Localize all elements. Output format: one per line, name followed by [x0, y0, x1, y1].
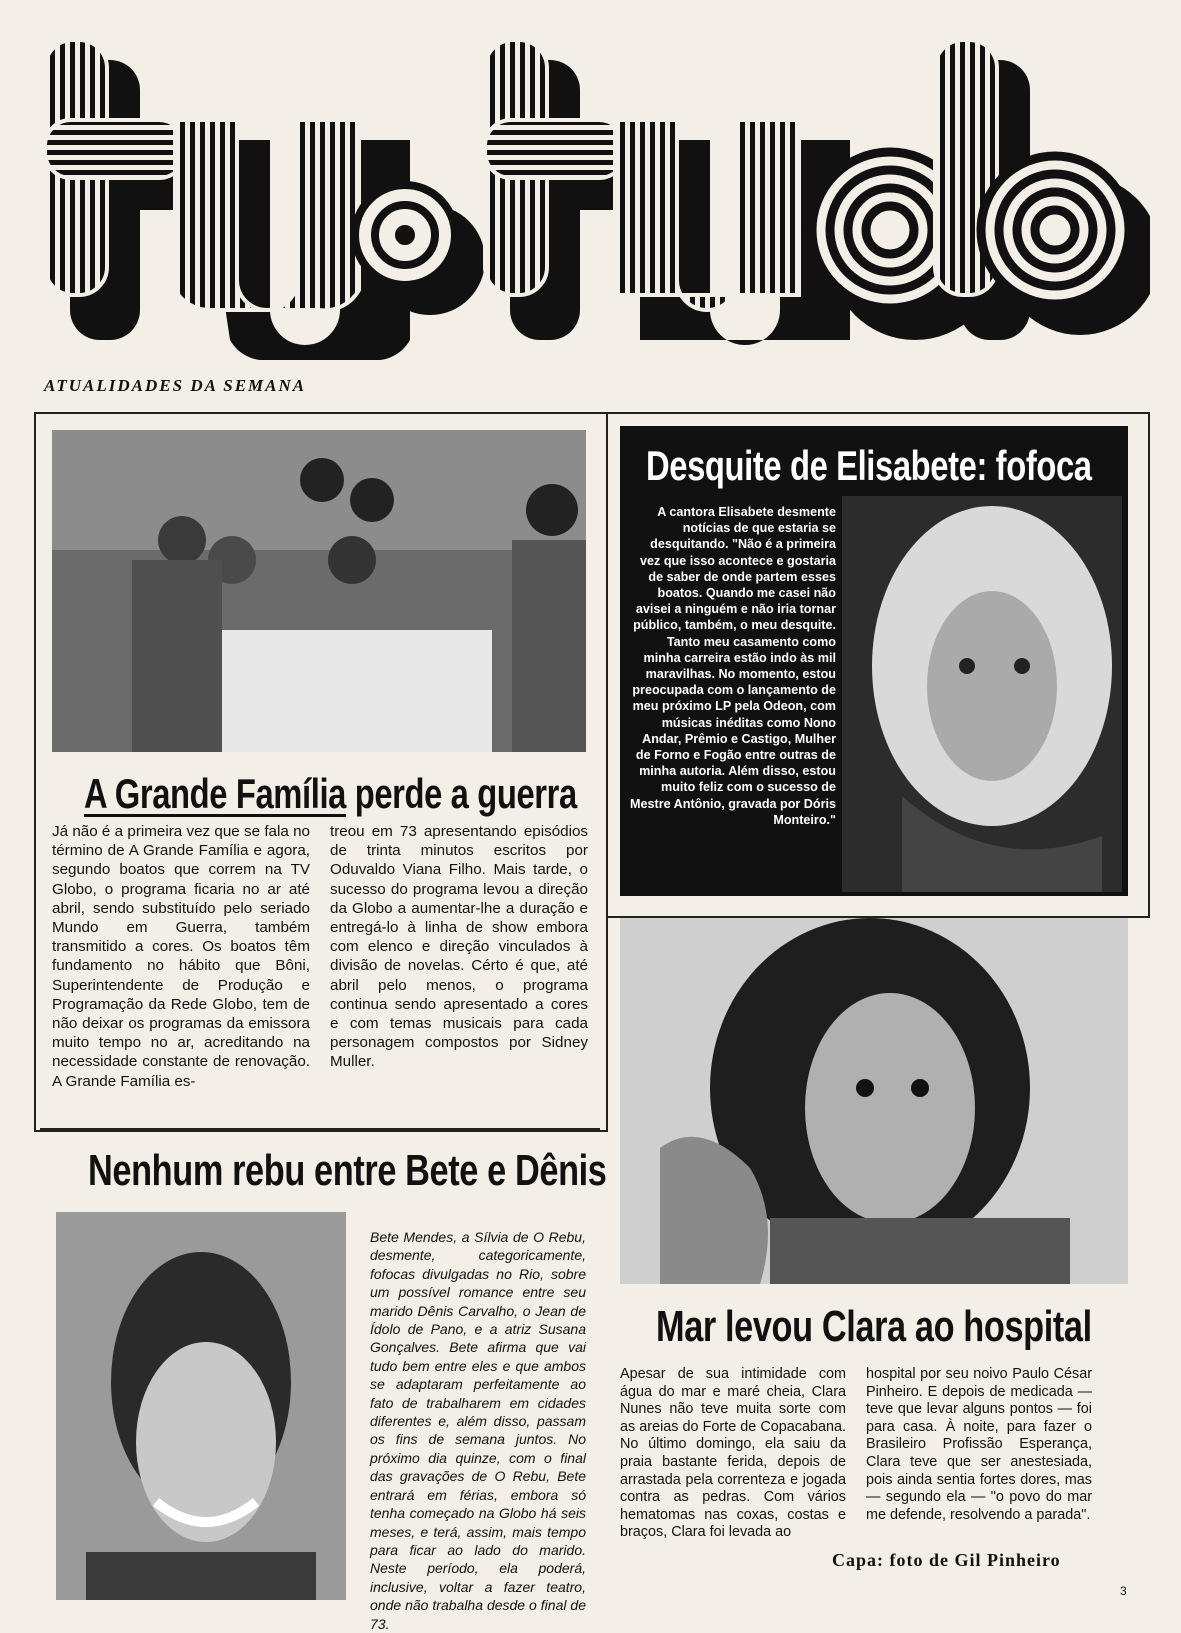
- cover-credit: Capa: foto de Gil Pinheiro: [832, 1550, 1061, 1570]
- bete-text: Bete Mendes, a Sílvia de O Rebu, desmente, categoricamente, fofocas divulgadas no Rio, sobre um possível romance entre seu marido Dênis Carvalho, o Jean de Ídolo de Pano, e a atriz Susana Gonçalves. Bete afirma que vai tudo bem entre eles e que ambos se adaptaram perfeitamente ao fato de trabalharem em cidades diferentes e, além disso, passam os fins de semana juntos. No próximo dia quinze, com o final das gravações de O Rebu, Bete entrará em férias, embora só tenha começado na Globo há seis meses, e terá, assim, mais tempo para ficar ao lado do marido. Neste período, ela poderá, inclusive, voltar a fazer teatro, onde não trabalha desde o final de 73.: [370, 1229, 586, 1632]
- clara-column-1: Apesar de sua intimidade com água do mar e maré cheia, Clara Nunes não teve muita sorte com as areias do Forte de Copacabana. No último domingo, ela saiu da praia bastante ferida, depois de arrastada pela correnteza e jogada contra as pedras. Com vários hematomas nas coxas, costas e braços, Clara foi levada ao: [620, 1366, 846, 1541]
- elisabete-headline: Desquite de Elisabete: fofoca: [646, 442, 1092, 489]
- elisabete-photo: [842, 496, 1122, 892]
- clara-column-2: hospital por seu noivo Paulo César Pinheiro. E depois de medicada — teve que levar alguns pontos — foi para casa. À noite, para fazer o Brasileiro Profissão Esperança, Clara teve que ser anestesiada, pois ainda sentia fortes dores, mas — segundo ela — "o povo do mar me defende, resolvendo a parada".: [866, 1366, 1092, 1523]
- divider-rule: [40, 1128, 600, 1131]
- familia-headline-rest: perde a guerra: [354, 770, 577, 817]
- section-subtitle: ATUALIDADES DA SEMANA: [44, 376, 307, 395]
- familia-column-2: treou em 73 apresentando episódios de trinta minutos escritos por Oduvaldo Viana Filho. Mais tarde, o sucesso do programa levou a direção da Globo a aumentar-lhe a duração e entregá-lo à linha de show embora com elenco e direção vinculados à divisão de novelas. Cérto é que, até abril pelo menos, o programa continua sendo apresentado a cores e com temas musicais para cada personagem compostos por Sidney Muller.: [330, 823, 588, 1071]
- page-number: 3: [1120, 1584, 1127, 1598]
- tv-tudo-logo: [30, 30, 1150, 360]
- clara-headline: Mar levou Clara ao hospital: [656, 1302, 1092, 1351]
- masthead-logo: [30, 30, 1150, 360]
- elisabete-text: A cantora Elisabete desmente notícias de que estaria se desquitando. "Não é a primeira vez que isso acontece e gostaria de saber de onde partem esses boatos. Quando me casei não avisei a ninguém e não iria tornar público, também, o meu desquite. Tanto meu casamento como minha carreira estão indo às mil maravilhas. No momento, estou preocupada com o lançamento de meu próximo LP pela Odeon, com músicas inéditas como Nono Andar, Prêmio e Castigo, Mulher de Forno e Fogão entre outras de minha autoria. Além disso, estou muito feliz com o sucesso de Mestre Antônio, gravada por Dóris Monteiro.": [630, 505, 836, 827]
- bete-headline: Nenhum rebu entre Bete e Dênis: [88, 1146, 607, 1195]
- familia-photo: [52, 430, 586, 752]
- bete-photo: [56, 1212, 346, 1600]
- clara-photo: [620, 918, 1128, 1284]
- familia-headline: [84, 770, 577, 818]
- familia-column-1: Já não é a primeira vez que se fala no término de A Grande Família e agora, segundo boatos que correm na TV Globo, o programa ficaria no ar até abril, sendo substituído pelo seriado Mundo em Guerra, também transmitido a cores. Os boatos têm fundamento no hábito que Bôni, Superintendente de Produção e Programação da Rede Globo, tem de não deixar os programas da emissora muito tempo no ar, acreditando na necessidade constante de renovação. A Grande Família es-: [52, 823, 310, 1090]
- familia-headline-show-title: A Grande Família: [84, 770, 346, 817]
